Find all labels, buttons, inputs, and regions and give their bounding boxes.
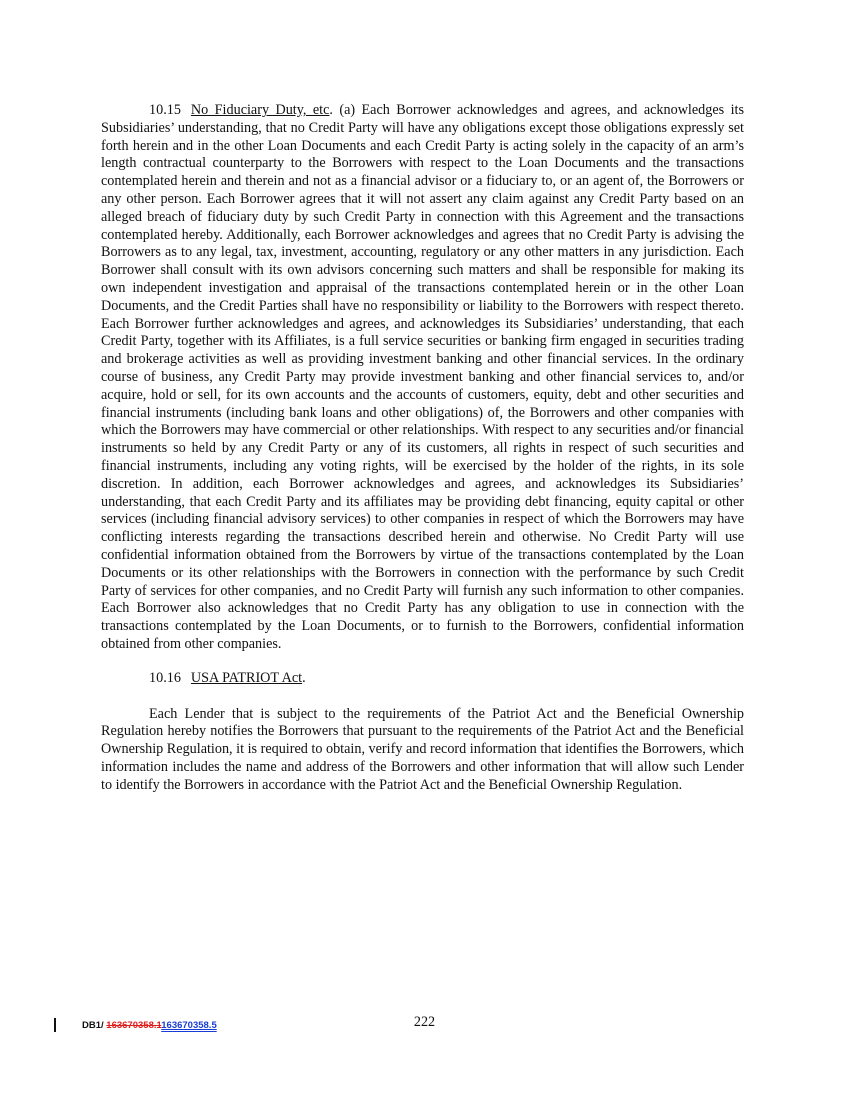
section-title: USA PATRIOT Act — [190, 669, 303, 686]
section-title: No Fiduciary Duty, etc — [190, 102, 330, 118]
doc-prefix: DB1/ — [82, 1020, 107, 1031]
document-body — [101, 102, 744, 794]
section-title-suffix: . — [302, 669, 306, 686]
section-10-15 — [101, 102, 744, 654]
inserted-doc-id: 163670358.5 — [161, 1020, 217, 1031]
section-body: . (a) Each Borrower acknowledges and agrees, and acknowledges its Subsidiaries’ understanding, that no Credit Party will have any obligations except those obligations expressly set forth herein and in the other Loan Documents and each Credit Party is acting solely in the capacity of an arm’s length contractual counterparty to the Borrowers with respect to the Loan Documents and the transactions contemplated herein and therein and not as a financial advisor or a fiduciary to, or an agent of, the Borrowers or any other person. Each Borrower agrees that it will not assert any claim against any Credit Party based on an alleged breach of fiduciary duty by such Credit Party in connection with this Agreement and the transactions contemplated hereby. Additionally, each Borrower acknowledges and agrees that no Credit Party is advising the Borrowers as to any legal, tax, investment, accounting, regulatory or any other matters in any jurisdiction. Each Borrower shall consult with its own advisors concerning such matters and shall be responsible for making its own independent investigation and appraisal of the transactions contemplated herein or in the other Loan Documents, and the Credit Parties shall have no responsibility or liability to the Borrowers with respect thereto. Each Borrower further acknowledges and agrees, and acknowledges its Subsidiaries’ understanding, that each Credit Party, together with its Affiliates, is a full service securities or banking firm engaged in securities trading and brokerage activities as well as providing investment banking and other financial services. In the ordinary course of business, any Credit Party may provide investment banking and other financial services to, and/or acquire, hold or sell, for its own accounts and the accounts of customers, equity, debt and other securities and financial instruments (including bank loans and other obligations) of, the Borrowers and other companies with which the Borrowers may have commercial or other relationships. With respect to any securities and/or financial instruments so held by any Credit Party or any of its customers, all rights in respect of such securities and financial instruments, including any voting rights, will be exercised by the holder of the rights, in its sole discretion. In addition, each Borrower acknowledges and agrees, and acknowledges its Subsidiaries’ understanding, that each Credit Party and its affiliates may be providing debt financing, equity capital or other services (including financial advisory services) to other companies in respect of which the Borrowers may have conflicting interests regarding the transactions described herein and otherwise. No Credit Party will use confidential information obtained from the Borrowers by virtue of the transactions contemplated by the Loan Documents or its other relationships with the Borrowers in connection with the performance by such Credit Party of services for other companies, and no Credit Party will furnish any such information to other companies. Each Borrower also acknowledges that no Credit Party has any obligation to use in connection with the transactions contemplated by the Loan Documents, or to furnish to the Borrowers, confidential information obtained from other companies. — [101, 102, 744, 652]
page-number: 222 — [413, 1014, 436, 1030]
section-number: 10.16 — [149, 669, 181, 686]
section-number: 10.15 — [149, 102, 181, 118]
section-10-16-body: Each Lender that is subject to the requirements of the Patriot Act and the Beneficial Ownership Regulation hereby notifies the Borrowers that pursuant to the requirements of the Patriot Act and the Beneficial Ownership Regulation, it is required to obtain, verify and record information that identifies the Borrowers, which information includes the name and address of the Borrowers and other information that will allow such Lender to identify the Borrowers in accordance with the Patriot Act and the Beneficial Ownership Regulation. — [101, 705, 745, 793]
section-10-16-heading — [101, 670, 744, 688]
deleted-doc-id: 163670358.1 — [106, 1020, 162, 1031]
